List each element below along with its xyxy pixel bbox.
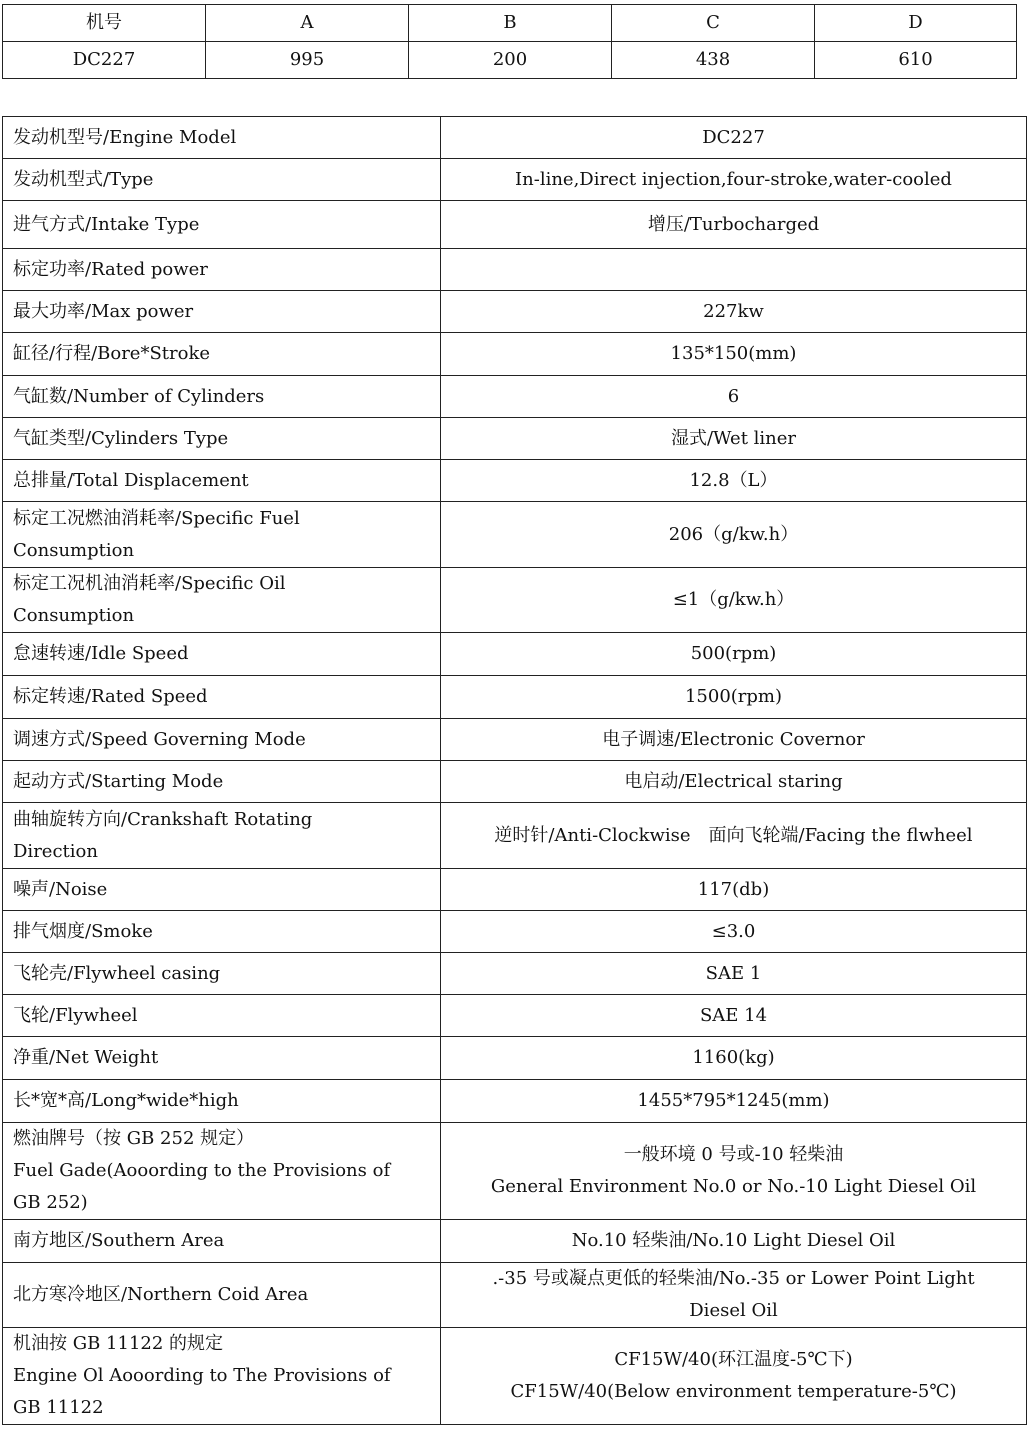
spec-row [3,418,1027,460]
spec-label-line: 曲轴旋转方向/Crankshaft Rotating [13,808,313,830]
spec-label-cell [3,1220,441,1263]
spec-value-line: 1455*795*1245(mm) [637,1090,830,1111]
spec-value-line: CF15W/40(环江温度-5℃下) [614,1349,853,1370]
spec-label-cell [3,719,441,761]
spec-label-cell [3,911,441,953]
spec-row [3,460,1027,502]
spec-label-cell [3,676,441,719]
spec-value-line: 6 [727,385,740,407]
cell-d: 610 [815,42,1017,79]
spec-row [3,1328,1027,1425]
spec-label-cell [3,333,441,376]
cell-model-no: DC227 [3,42,206,79]
spec-value-line: 增压/Turbocharged [647,213,820,235]
spec-value-line: DC227 [702,126,765,148]
spec-label-line: GB 11122 [13,1397,104,1418]
spec-label-line: 净重/Net Weight [13,1047,159,1068]
spec-label-line: 标定转速/Rated Speed [13,686,208,707]
spec-value-cell [441,761,1027,803]
spec-label-line: 起动方式/Starting Mode [13,770,224,792]
header-cell-model-no: 机号 [3,5,206,42]
spec-row [3,676,1027,719]
spec-value-cell [441,201,1027,249]
spec-value-cell [441,291,1027,333]
spec-row [3,953,1027,995]
spec-row [3,1080,1027,1123]
spec-label-line: 标定工况机油消耗率/Specific Oil [13,573,286,594]
spec-row [3,1263,1027,1328]
spec-value-line: No.10 轻柴油/No.10 Light Diesel Oil [571,1230,896,1251]
spec-row [3,376,1027,418]
spec-label-cell [3,568,441,633]
spec-value-cell [441,1037,1027,1080]
spec-label-line: 气缸类型/Cylinders Type [13,427,229,449]
spec-value-cell [441,633,1027,676]
spec-label-line: Consumption [13,539,135,561]
spec-value-line: 逆时针/Anti-Clockwise 面向飞轮端/Facing the flwheel [494,824,973,846]
spec-table-body [3,117,1027,1425]
spec-value-line: In-line,Direct injection,four-stroke,water-cooled [515,168,952,190]
spec-label-line: Fuel Gade(Aooording to the Provisions of [13,1160,391,1181]
spec-row [3,333,1027,376]
spec-label-line: 机油按 GB 11122 的规定 [13,1333,224,1354]
spec-value-line: .-35 号或凝点更低的轻柴油/No.-35 or Lower Point Light [492,1268,975,1289]
spec-value-line: ≤1（g/kw.h） [672,589,795,610]
spec-value-line: SAE 1 [705,962,762,984]
spec-label-line: GB 252) [13,1192,88,1213]
spec-label-line: 排气烟度/Smoke [13,920,153,942]
spec-value-line: Diesel Oil [689,1300,778,1321]
spec-row [3,201,1027,249]
spec-label-line: 发动机型号/Engine Model [13,126,237,148]
spec-row [3,1220,1027,1263]
spec-row [3,803,1027,869]
spec-label-cell [3,869,441,911]
spec-label-cell [3,502,441,568]
spec-label-line: Engine Ol Aooording to The Provisions of [13,1365,391,1386]
spec-value-cell [441,1263,1027,1328]
dimensions-data-row [3,42,1017,79]
spec-label-cell [3,418,441,460]
header-cell-b: B [409,5,612,42]
spec-value-cell [441,159,1027,201]
spec-value-line: 湿式/Wet liner [670,427,797,449]
spec-row [3,911,1027,953]
spec-value-cell [441,676,1027,719]
spec-label-cell [3,291,441,333]
spec-row [3,1123,1027,1220]
spec-value-line: General Environment No.0 or No.-10 Light Diesel Oil [490,1176,977,1197]
spec-label-line: 燃油牌号（按 GB 252 规定） [13,1128,255,1149]
spec-row [3,291,1027,333]
spec-value-line: 电启动/Electrical staring [624,770,843,792]
spec-value-cell [441,1328,1027,1425]
spec-value-cell [441,418,1027,460]
spec-value-cell [441,376,1027,418]
spec-label-line: 缸径/行程/Bore*Stroke [13,343,211,364]
spec-value-cell [441,953,1027,995]
spec-label-line: 调速方式/Speed Governing Mode [13,728,306,750]
spec-value-cell [441,803,1027,869]
spec-value-line: 500(rpm) [690,643,777,664]
spec-value-cell [441,1080,1027,1123]
spec-label-cell [3,1080,441,1123]
spec-table [2,116,1027,1425]
spec-value-line: 227kw [703,300,764,322]
spec-value-line: CF15W/40(Below environment temperature-5℃) [510,1381,957,1402]
spec-label-cell [3,1328,441,1425]
header-cell-c: C [612,5,815,42]
spec-value-line: SAE 14 [699,1004,768,1026]
spec-value-cell [441,249,1027,291]
spec-label-line: 气缸数/Number of Cylinders [13,385,265,407]
spec-value-cell [441,911,1027,953]
spec-label-line: 进气方式/Intake Type [13,213,200,235]
spec-value-cell [441,995,1027,1037]
header-cell-d: D [815,5,1017,42]
spec-value-line: 206（g/kw.h） [668,523,799,545]
spec-label-line: 怠速转速/Idle Speed [13,643,189,664]
spec-label-cell [3,201,441,249]
cell-b: 200 [409,42,612,79]
spec-value-cell [441,719,1027,761]
spec-label-cell [3,761,441,803]
spec-value-cell [441,502,1027,568]
spec-value-line: ≤3.0 [711,920,756,942]
spec-row [3,249,1027,291]
spec-label-cell [3,1037,441,1080]
spec-value-cell [441,460,1027,502]
spec-value-line: 1500(rpm) [684,686,783,707]
spec-label-line: 最大功率/Max power [13,300,194,322]
cell-a: 995 [206,42,409,79]
header-cell-a: A [206,5,409,42]
spec-value-line: 1160(kg) [692,1047,775,1068]
spec-label-cell [3,633,441,676]
spec-row [3,719,1027,761]
dimensions-header-row [3,5,1017,42]
spec-label-line: 总排量/Total Displacement [13,469,249,491]
spec-label-line: Consumption [13,605,135,626]
spec-label-line: 发动机型式/Type [13,168,154,190]
spec-label-cell [3,1263,441,1328]
spec-label-cell [3,803,441,869]
spec-label-line: 噪声/Noise [13,878,108,900]
cell-c: 438 [612,42,815,79]
spec-label-line: 标定工况燃油消耗率/Specific Fuel [13,507,300,529]
spec-row [3,995,1027,1037]
spec-label-cell [3,953,441,995]
spec-label-line: 飞轮/Flywheel [13,1004,138,1026]
spec-row [3,761,1027,803]
dimensions-table [2,4,1017,79]
spec-row [3,502,1027,568]
spec-row [3,869,1027,911]
spec-label-cell [3,159,441,201]
spec-value-line: 117(db) [697,878,770,900]
spec-label-cell [3,1123,441,1220]
spec-label-cell [3,995,441,1037]
spec-label-line: 飞轮壳/Flywheel casing [13,962,221,984]
spec-label-cell [3,376,441,418]
spec-value-line: 12.8（L） [689,469,778,491]
spec-label-cell [3,117,441,159]
spec-row [3,568,1027,633]
spec-label-line: 南方地区/Southern Area [13,1230,225,1251]
spec-value-line: 135*150(mm) [670,343,797,364]
spec-value-cell [441,333,1027,376]
spec-value-cell [441,117,1027,159]
spec-value-cell [441,1123,1027,1220]
spec-row [3,117,1027,159]
spec-value-cell [441,568,1027,633]
spec-row [3,159,1027,201]
spec-label-line: 北方寒冷地区/Northern Coid Area [13,1284,309,1305]
spec-label-cell [3,460,441,502]
spec-value-cell [441,869,1027,911]
spec-label-cell [3,249,441,291]
spec-value-line: 一般环境 0 号或-10 轻柴油 [623,1144,844,1165]
spec-row [3,1037,1027,1080]
spec-label-line: 长*宽*高/Long*wide*high [13,1090,239,1111]
spec-label-line: 标定功率/Rated power [13,258,208,280]
spec-label-line: Direction [13,840,98,862]
spec-value-line: 电子调速/Electronic Covernor [602,728,865,750]
spec-row [3,633,1027,676]
spec-value-cell [441,1220,1027,1263]
